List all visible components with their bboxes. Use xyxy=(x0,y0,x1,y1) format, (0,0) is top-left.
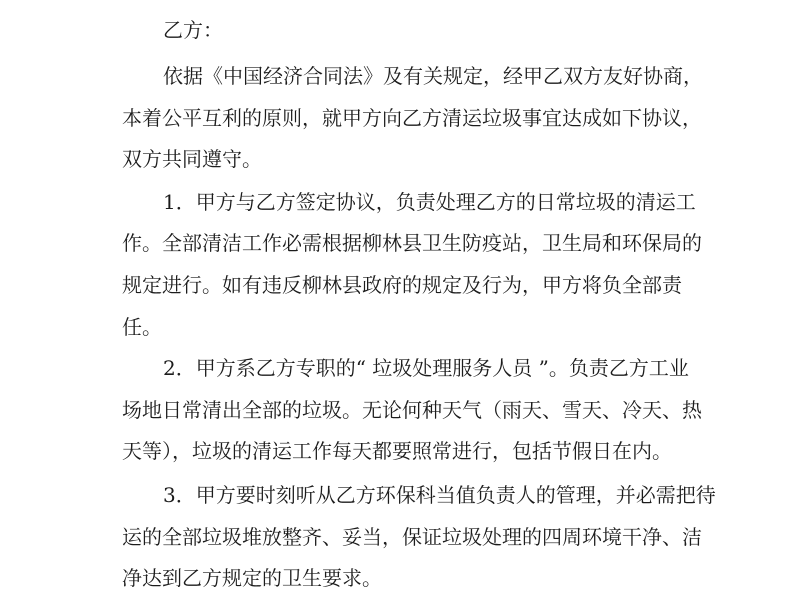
clause3-line-2: 运的全部垃圾堆放整齐、妥当，保证垃圾处理的四周环境干净、洁 xyxy=(122,525,702,549)
intro-line-3: 双方共同遵守。 xyxy=(122,147,262,171)
intro-line-1: 依据《中国经济合同法》及有关规定，经甲乙双方友好协商， xyxy=(163,64,703,88)
clause1-line-1: 1．甲方与乙方签定协议，负责处理乙方的日常垃圾的清运工 xyxy=(163,190,696,214)
clause2-line-2: 场地日常清出全部的垃圾。无论何种天气（雨天、雪天、冷天、热 xyxy=(122,398,702,422)
clause1-line-2: 作。全部清洁工作必需根据柳林县卫生防疫站，卫生局和环保局的 xyxy=(122,231,702,255)
clause2-line-1: 2．甲方系乙方专职的“ 垃圾处理服务人员 ”。负责乙方工业 xyxy=(163,356,689,380)
clause2-line-3: 天等），垃圾的清运工作每天都要照常进行，包括节假日在内。 xyxy=(122,439,672,463)
clause1-line-4: 任。 xyxy=(122,315,162,339)
party-b-label: 乙方： xyxy=(163,18,223,42)
clause3-line-1: 3．甲方要时刻听从乙方环保科当值负责人的管理，并必需把待 xyxy=(163,483,716,507)
cropped-top-line xyxy=(160,0,420,7)
intro-line-2: 本着公平互利的原则，就甲方向乙方清运垃圾事宜达成如下协议， xyxy=(122,106,702,130)
clause1-line-3: 规定进行。如有违反柳林县政府的规定及行为，甲方将负全部责 xyxy=(122,273,682,297)
clause3-line-3: 净达到乙方规定的卫生要求。 xyxy=(122,566,382,590)
